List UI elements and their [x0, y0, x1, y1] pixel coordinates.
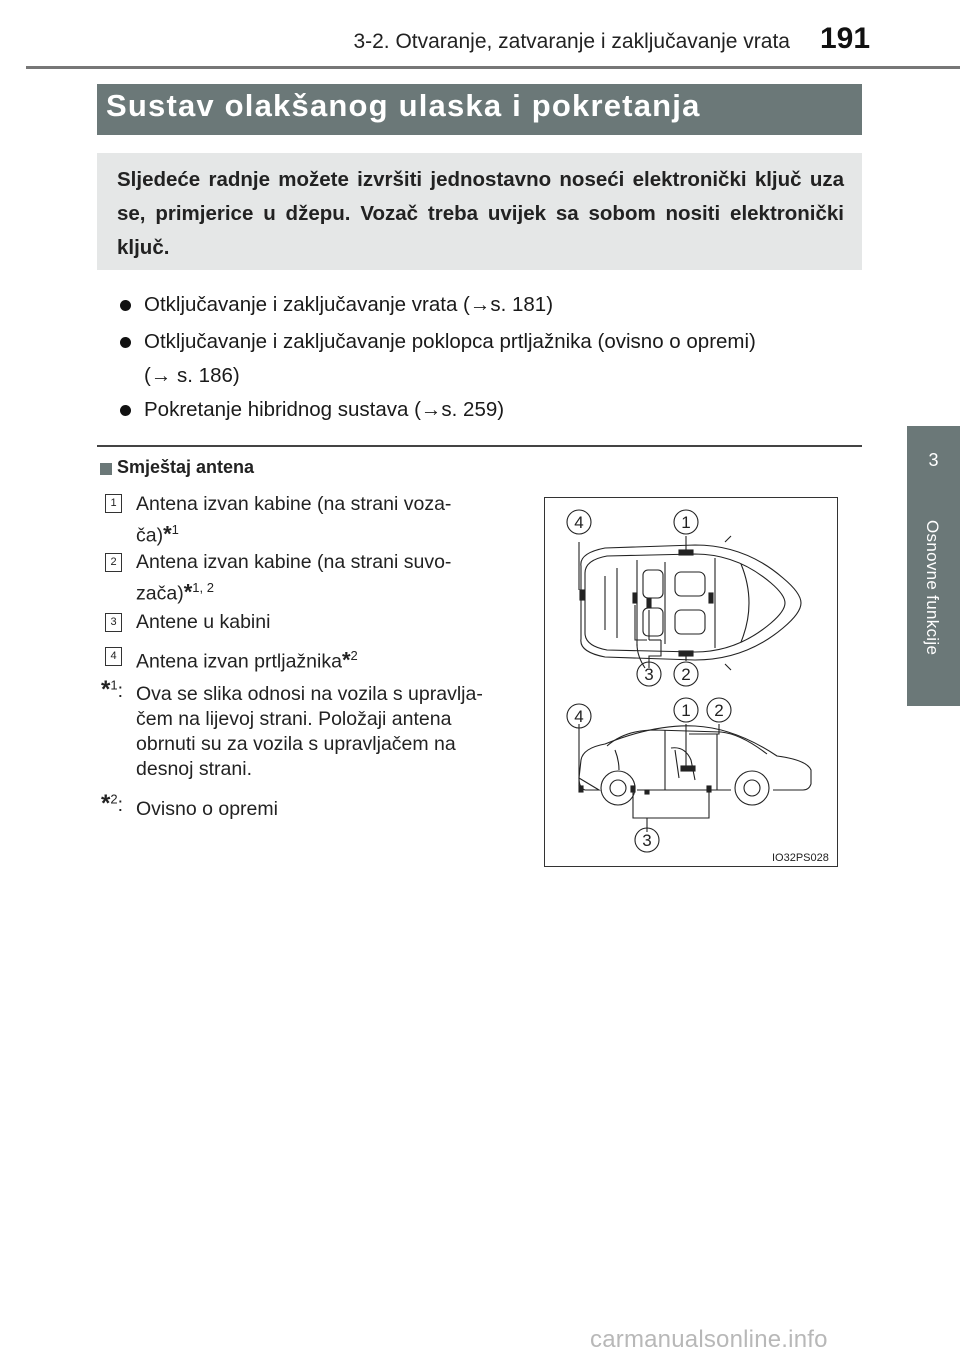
watermark: carmanualsonline.info	[590, 1326, 828, 1353]
callout-number-4: 4	[105, 647, 122, 666]
callout-label: 3	[642, 831, 652, 850]
antenna-item-4	[136, 643, 518, 675]
antenna-item-2	[136, 550, 518, 607]
intro-text: Sljedeće radnje možete izvršiti jednostavno noseći elektronički ključ uza se, primjerice u džepu. Vozač treba uvijek sa sobom nositi elektronički ključ.	[117, 168, 844, 259]
antenna-item-3	[136, 610, 518, 635]
section-divider	[97, 445, 862, 447]
callout-number-2: 2	[105, 553, 122, 572]
bullet-dot-icon	[120, 337, 131, 348]
bullet-text: Otključavanje i zaključavanje poklopca prtljažnika (ovisno o opremi)	[144, 330, 756, 353]
antenna-location-figure	[544, 497, 838, 867]
antenna-item-text-cont: ča)*$^1$	[136, 521, 179, 547]
footnote-1	[136, 682, 518, 782]
callout-label: 4	[574, 707, 584, 726]
section-title: Sustav olakšanog ulaska i pokretanja	[106, 88, 701, 123]
chapter-title-text: Osnovne funkcije	[923, 520, 942, 656]
bullet-text: Otključavanje i zaključavanje vrata (→s. 181)	[144, 293, 554, 316]
callout-label: 4	[574, 513, 584, 532]
chapter-title	[912, 520, 952, 690]
bullet-text: Pokretanje hibridnog sustava (→s. 259)	[144, 398, 505, 421]
page-number: 191	[820, 22, 871, 55]
car-diagram	[545, 498, 837, 866]
footnote-line: desnoj strani.	[136, 758, 252, 780]
running-head: 3-2. Otvaranje, zatvaranje i zaključavanje vrata	[353, 30, 790, 53]
antenna-item-text-cont: zača)*$^{1, 2}$	[136, 579, 214, 605]
antenna-item-text: Antena izvan kabine (na strani voza-	[136, 493, 452, 515]
footnote-2: Ovisno o opremi	[136, 798, 278, 820]
callout-number-1: 1	[105, 494, 122, 513]
footnote-line: čem na lijevoj strani. Položaji antena	[136, 708, 452, 730]
callout-number-3: 3	[105, 613, 122, 632]
callout-label: 2	[681, 665, 691, 684]
callout-label: 2	[714, 701, 724, 720]
car-top-view	[581, 545, 801, 660]
antenna-item-text: Antena izvan kabine (na strani suvo-	[136, 551, 452, 573]
bullet-text-continued: (→ s. 186)	[144, 364, 240, 387]
chapter-number: 3	[928, 450, 939, 470]
footnote-mark-1: *$^1$:	[101, 676, 123, 703]
subsection-title: Smještaj antena	[117, 457, 255, 477]
antenna-item-1	[136, 492, 518, 549]
footnote-mark-2: *$^2$:	[101, 790, 123, 817]
car-side-view	[579, 726, 811, 790]
callout-label: 1	[681, 513, 691, 532]
callout-label: 3	[644, 665, 654, 684]
antenna-item-text: Antena izvan prtljažnika*$^2$	[136, 647, 358, 673]
bullet-dot-icon	[120, 300, 131, 311]
header-rule	[26, 66, 960, 69]
bullet-dot-icon	[120, 405, 131, 416]
subheading-square-icon	[100, 463, 112, 475]
footnote-line: obrnuti su za vozila s upravljačem na	[136, 733, 456, 755]
antenna-item-text: Antene u kabini	[136, 611, 271, 633]
figure-code: IO32PS028	[772, 852, 829, 864]
footnote-line: Ova se slika odnosi na vozila s upravlja-	[136, 683, 483, 705]
callout-label: 1	[681, 701, 691, 720]
